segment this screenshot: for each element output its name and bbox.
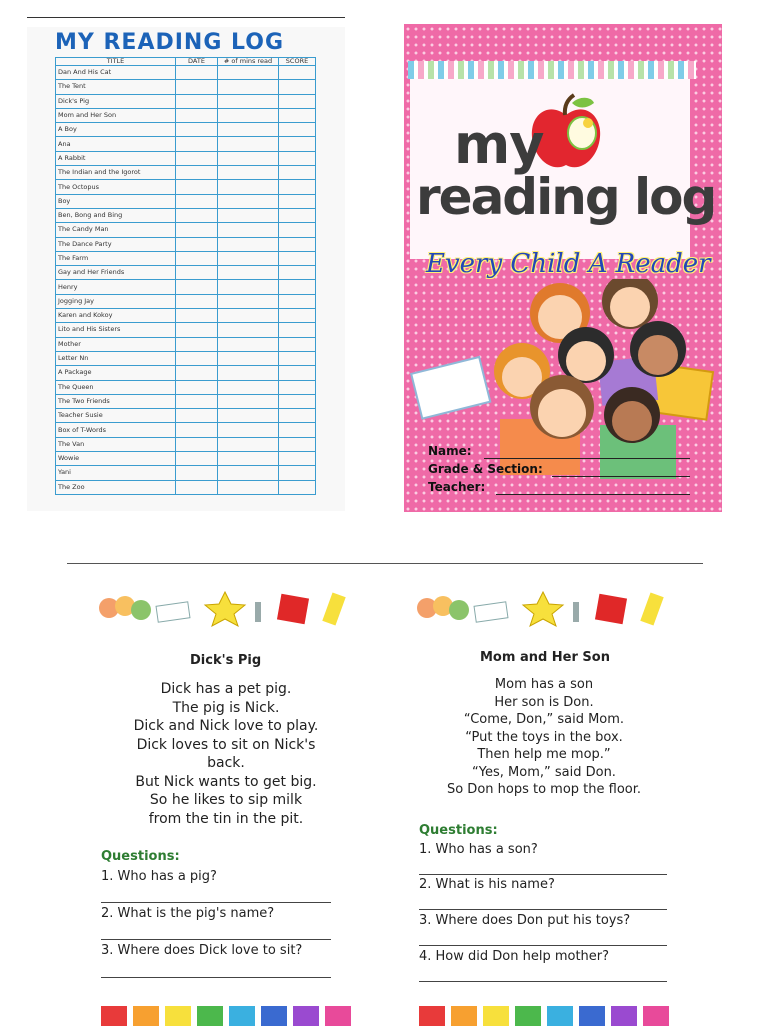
reading-log-score-cell[interactable] [279, 251, 316, 265]
worksheet-1-answer-line-3[interactable] [101, 977, 331, 978]
worksheet-2-answer-line-4[interactable] [419, 981, 667, 982]
cover-teacher-line[interactable] [496, 494, 690, 495]
reading-log-score-cell[interactable] [279, 423, 316, 437]
reading-log-minutes-cell[interactable] [218, 137, 279, 151]
story-line: Dick loves to sit on Nick's [136, 736, 316, 753]
worksheet-dicks-pig [67, 580, 385, 1024]
reading-log-date-cell[interactable] [176, 394, 218, 408]
reading-log-minutes-cell[interactable] [218, 294, 279, 308]
story-line: “Yes, Mom,” said Don. [472, 764, 616, 780]
reading-log-date-cell[interactable] [176, 351, 218, 365]
worksheet-2-question-3: 3. Where does Don put his toys? [419, 913, 631, 928]
reading-log-book-title: The Tent [56, 80, 176, 94]
reading-log-book-title: Henry [56, 280, 176, 294]
story-line: from the tin in the pit. [148, 810, 304, 827]
reading-log-date-cell[interactable] [176, 137, 218, 151]
reading-log-book-title: A Package [56, 366, 176, 380]
reading-log-minutes-cell[interactable] [218, 266, 279, 280]
worksheet-2-question-2: 2. What is his name? [419, 877, 555, 892]
reading-log-book-title: Teacher Susie [56, 409, 176, 423]
reading-log-book-title: The Queen [56, 380, 176, 394]
reading-log-minutes-cell[interactable] [218, 166, 279, 180]
cover-field-grade-section: Grade & Section: [428, 462, 543, 476]
cover-field-name: Name: [428, 444, 472, 458]
reading-log-score-cell[interactable] [279, 480, 316, 494]
reading-log-book-title: Letter Nn [56, 351, 176, 365]
reading-log-minutes-cell[interactable] [218, 466, 279, 480]
worksheet-mom-and-her-son [385, 580, 703, 1024]
reading-log-date-cell[interactable] [176, 108, 218, 122]
reading-log-score-cell[interactable] [279, 337, 316, 351]
reading-log-book-title: Dan And His Cat [56, 66, 176, 80]
worksheet-1-answer-line-2[interactable] [101, 939, 331, 940]
reading-log-score-cell[interactable] [279, 108, 316, 122]
column-header-title: TITLE [56, 58, 176, 66]
reading-log-score-cell[interactable] [279, 409, 316, 423]
reading-log-minutes-cell[interactable] [218, 394, 279, 408]
reading-log-book-title: Yani [56, 466, 176, 480]
reading-log-row [56, 94, 316, 108]
reading-log-book-title: The Van [56, 437, 176, 451]
reading-log-minutes-cell[interactable] [218, 480, 279, 494]
reading-log-book-title: The Candy Man [56, 223, 176, 237]
worksheet-2-answer-line-2[interactable] [419, 909, 667, 910]
worksheet-1-question-2: 2. What is the pig's name? [101, 906, 275, 921]
worksheet-1-question-3: 3. Where does Dick love to sit? [101, 943, 303, 958]
reading-log-minutes-cell[interactable] [218, 423, 279, 437]
worksheet-2-answer-line-1[interactable] [419, 874, 667, 875]
reading-log-row [56, 180, 316, 194]
reading-log-minutes-cell[interactable] [218, 251, 279, 265]
reading-log-book-title: Ana [56, 137, 176, 151]
reading-log-minutes-cell[interactable] [218, 437, 279, 451]
reading-log-score-cell[interactable] [279, 166, 316, 180]
reading-log-score-cell[interactable] [279, 466, 316, 480]
reading-log-score-cell[interactable] [279, 94, 316, 108]
reading-log-minutes-cell[interactable] [218, 280, 279, 294]
reading-log-row [56, 208, 316, 222]
reading-log-minutes-cell[interactable] [218, 409, 279, 423]
reading-log-minutes-cell[interactable] [218, 151, 279, 165]
top-left-divider [27, 17, 345, 18]
reading-log-body [56, 66, 316, 495]
reading-log-date-cell[interactable] [176, 223, 218, 237]
reading-log-book-title: Lito and His Sisters [56, 323, 176, 337]
story-line: So he likes to sip milk [149, 792, 303, 808]
reading-log-score-cell[interactable] [279, 394, 316, 408]
reading-log-row [56, 251, 316, 265]
reading-log-row [56, 80, 316, 94]
reading-log-row [56, 480, 316, 494]
cover-subtitle: Every Child A Reader [426, 249, 711, 279]
reading-log-row [56, 337, 316, 351]
reading-log-score-cell[interactable] [279, 280, 316, 294]
reading-log-book-title: The Octopus [56, 180, 176, 194]
reading-log-score-cell[interactable] [279, 80, 316, 94]
reading-log-minutes-cell[interactable] [218, 108, 279, 122]
reading-log-row [56, 237, 316, 251]
reading-log-date-cell[interactable] [176, 266, 218, 280]
story-line: But Nick wants to get big. [135, 773, 317, 790]
reading-log-date-cell[interactable] [176, 251, 218, 265]
reading-log-date-cell[interactable] [176, 294, 218, 308]
worksheet-2-answer-line-3[interactable] [419, 945, 667, 946]
middle-divider [67, 563, 703, 564]
reading-log-date-cell[interactable] [176, 380, 218, 394]
column-header-score: SCORE [279, 58, 316, 66]
reading-log-date-cell[interactable] [176, 166, 218, 180]
reading-log-book-title: Mother [56, 337, 176, 351]
column-header-date: DATE [176, 58, 218, 66]
reading-log-date-cell[interactable] [176, 409, 218, 423]
reading-log-date-cell[interactable] [176, 237, 218, 251]
story-line: So Don hops to mop the floor. [446, 782, 642, 797]
reading-log-book-title: Ben, Bong and Bing [56, 208, 176, 222]
reading-log-row [56, 452, 316, 466]
reading-log-minutes-cell[interactable] [218, 208, 279, 222]
reading-log-book-title: Karen and Kokoy [56, 309, 176, 323]
reading-log-row [56, 423, 316, 437]
reading-log-row [56, 66, 316, 80]
reading-log-minutes-cell[interactable] [218, 237, 279, 251]
reading-log-date-cell[interactable] [176, 366, 218, 380]
story-line: “Come, Don,” said Mom. [463, 712, 625, 727]
reading-log-date-cell[interactable] [176, 208, 218, 222]
worksheet-1-answer-line-1[interactable] [101, 902, 331, 903]
story-line: Dick has a pet pig. [160, 681, 292, 697]
children-clipart-strip-icon [413, 588, 673, 628]
reading-log-minutes-cell[interactable] [218, 337, 279, 351]
reading-log-row [56, 351, 316, 365]
reading-log-date-cell[interactable] [176, 180, 218, 194]
reading-log-score-cell[interactable] [279, 194, 316, 208]
reading-log-minutes-cell[interactable] [218, 452, 279, 466]
story-line: The pig is Nick. [172, 699, 280, 716]
worksheet-2-title: Mom and Her Son [480, 650, 610, 665]
reading-log-book-title: The Indian and the Igorot [56, 166, 176, 180]
reading-log-book-title: Wowie [56, 452, 176, 466]
reading-log-minutes-cell[interactable] [218, 66, 279, 80]
reading-log-table [55, 57, 316, 495]
reading-log-score-cell[interactable] [279, 309, 316, 323]
reading-log-score-cell[interactable] [279, 151, 316, 165]
crayons-border-icon [97, 994, 355, 1032]
cover-bunting-decoration [408, 61, 696, 79]
worksheet-2-question-1: 1. Who has a son? [419, 842, 538, 857]
reading-log-score-cell[interactable] [279, 323, 316, 337]
reading-log-minutes-cell[interactable] [218, 123, 279, 137]
reading-log-minutes-cell[interactable] [218, 366, 279, 380]
reading-log-minutes-cell[interactable] [218, 223, 279, 237]
reading-log-book-title: Jogging Jay [56, 294, 176, 308]
reading-log-row [56, 437, 316, 451]
reading-log-date-cell[interactable] [176, 309, 218, 323]
story-line: Mom has a son [494, 677, 594, 692]
cover-name-line[interactable] [484, 458, 690, 459]
story-line: “Put the toys in the box. [465, 729, 623, 745]
reading-log-title: MY READING LOG [55, 30, 285, 55]
crayons-border-icon [415, 994, 673, 1032]
reading-log-book-title: A Boy [56, 123, 176, 137]
reading-log-row [56, 309, 316, 323]
reading-log-score-cell[interactable] [279, 223, 316, 237]
reading-log-score-cell[interactable] [279, 452, 316, 466]
reading-log-book-title: A Rabbit [56, 151, 176, 165]
reading-log-minutes-cell[interactable] [218, 80, 279, 94]
reading-log-date-cell[interactable] [176, 94, 218, 108]
reading-log-row [56, 394, 316, 408]
column-header-mins: # of mins read [218, 58, 279, 66]
reading-log-score-cell[interactable] [279, 66, 316, 80]
reading-log-minutes-cell[interactable] [218, 309, 279, 323]
reading-log-date-cell[interactable] [176, 437, 218, 451]
story-line: Her son is Don. [494, 694, 594, 710]
reading-log-book-title: Mom and Her Son [56, 108, 176, 122]
reading-log-minutes-cell[interactable] [218, 323, 279, 337]
reading-log-row [56, 323, 316, 337]
reading-log-sheet [27, 27, 345, 511]
reading-log-book-title: Dick's Pig [56, 94, 176, 108]
reading-log-minutes-cell[interactable] [218, 351, 279, 365]
reading-log-score-cell[interactable] [279, 437, 316, 451]
reading-log-header-row [56, 58, 316, 66]
reading-log-minutes-cell[interactable] [218, 194, 279, 208]
cover-field-teacher: Teacher: [428, 480, 486, 494]
reading-log-score-cell[interactable] [279, 137, 316, 151]
reading-log-score-cell[interactable] [279, 351, 316, 365]
worksheet-2-question-4: 4. How did Don help mother? [419, 949, 610, 964]
reading-log-row [56, 123, 316, 137]
reading-log-row [56, 137, 316, 151]
reading-log-row [56, 280, 316, 294]
reading-log-date-cell[interactable] [176, 466, 218, 480]
reading-log-row [56, 151, 316, 165]
reading-log-row [56, 466, 316, 480]
reading-log-date-cell[interactable] [176, 280, 218, 294]
reading-log-score-cell[interactable] [279, 366, 316, 380]
reading-log-score-cell[interactable] [279, 380, 316, 394]
reading-log-row [56, 194, 316, 208]
reading-log-row [56, 409, 316, 423]
worksheet-2-story [385, 676, 703, 799]
reading-log-minutes-cell[interactable] [218, 94, 279, 108]
story-line: Then help me mop.” [477, 747, 611, 762]
reading-log-row [56, 266, 316, 280]
story-line: back. [207, 755, 245, 771]
worksheet-1-question-1: 1. Who has a pig? [101, 869, 217, 884]
reading-log-cover [404, 17, 722, 512]
cover-title-reading-log: reading log [416, 168, 716, 226]
reading-log-date-cell[interactable] [176, 452, 218, 466]
reading-log-book-title: Box of T-Words [56, 423, 176, 437]
reading-log-score-cell[interactable] [279, 266, 316, 280]
reading-log-book-title: The Dance Party [56, 237, 176, 251]
reading-log-date-cell[interactable] [176, 480, 218, 494]
reading-log-date-cell[interactable] [176, 123, 218, 137]
worksheet-2-questions-heading: Questions: [419, 823, 498, 838]
cover-title-my: my [454, 113, 544, 176]
reading-log-row [56, 166, 316, 180]
reading-log-row [56, 108, 316, 122]
reading-log-book-title: The Zoo [56, 480, 176, 494]
children-clipart-strip-icon [95, 588, 355, 628]
worksheet-1-questions-heading: Questions: [101, 849, 180, 864]
worksheet-1-story [67, 680, 385, 828]
reading-log-date-cell[interactable] [176, 66, 218, 80]
reading-log-date-cell[interactable] [176, 337, 218, 351]
reading-log-score-cell[interactable] [279, 180, 316, 194]
reading-log-score-cell[interactable] [279, 208, 316, 222]
reading-log-score-cell[interactable] [279, 123, 316, 137]
reading-log-date-cell[interactable] [176, 423, 218, 437]
reading-log-score-cell[interactable] [279, 237, 316, 251]
cover-grade-section-line[interactable] [552, 476, 690, 477]
worksheet-1-title: Dick's Pig [190, 653, 262, 668]
reading-log-date-cell[interactable] [176, 151, 218, 165]
reading-log-date-cell[interactable] [176, 80, 218, 94]
reading-log-row [56, 294, 316, 308]
reading-log-row [56, 223, 316, 237]
cover-top-strip [404, 17, 722, 24]
reading-log-book-title: Boy [56, 194, 176, 208]
story-line: Dick and Nick love to play. [133, 718, 319, 734]
reading-log-book-title: The Farm [56, 251, 176, 265]
reading-log-book-title: Gay and Her Friends [56, 266, 176, 280]
reading-log-date-cell[interactable] [176, 323, 218, 337]
reading-log-minutes-cell[interactable] [218, 180, 279, 194]
reading-log-row [56, 366, 316, 380]
reading-log-minutes-cell[interactable] [218, 380, 279, 394]
reading-log-date-cell[interactable] [176, 194, 218, 208]
reading-log-book-title: The Two Friends [56, 394, 176, 408]
reading-log-row [56, 380, 316, 394]
reading-log-score-cell[interactable] [279, 294, 316, 308]
